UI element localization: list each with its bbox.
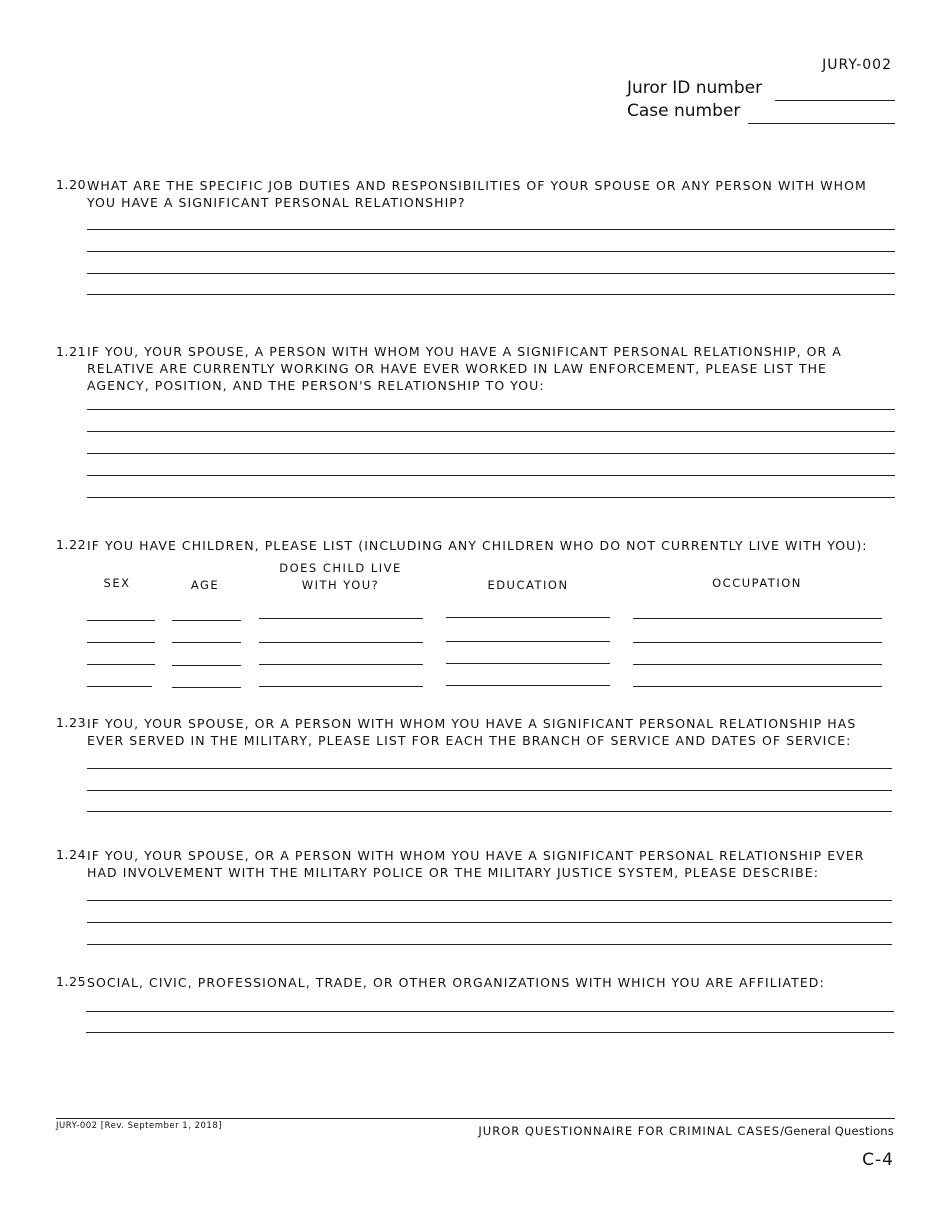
case-number-label: Case number — [627, 101, 741, 121]
child-occupation-field[interactable] — [633, 642, 882, 643]
question-text-1-25: SOCIAL, CIVIC, PROFESSIONAL, TRADE, OR OTHER ORGANIZATIONS WITH WHICH YOU ARE AFFILIATED: — [87, 975, 825, 990]
question-text-1-22: IF YOU HAVE CHILDREN, PLEASE LIST (INCLUDING ANY CHILDREN WHO DO NOT CURRENTLY LIVE WITH YOU): — [87, 538, 868, 553]
child-lives-field[interactable] — [259, 686, 423, 687]
form-id: JURY-002 — [822, 57, 892, 73]
child-lives-field[interactable] — [259, 618, 423, 619]
question-number-1-21: 1.21 — [56, 344, 87, 359]
column-header-age: AGE — [190, 578, 220, 592]
column-header-occupation: OCCUPATION — [712, 576, 802, 590]
answer-line-1-25[interactable] — [86, 1032, 894, 1033]
answer-line-1-25[interactable] — [86, 1011, 894, 1012]
question-text-1-20: WHAT ARE THE SPECIFIC JOB DUTIES AND RESPONSIBILITIES OF YOUR SPOUSE OR ANY PERSON WITH WHOM YOU HAVE A SIGNIFICANT PERSONAL RELATIONSHIP? — [87, 178, 867, 210]
answer-line-1-20[interactable] — [87, 251, 895, 252]
case-number-field[interactable] — [748, 123, 895, 124]
answer-line-1-21[interactable] — [87, 475, 895, 476]
child-education-field[interactable] — [446, 641, 610, 642]
question-text-1-23: IF YOU, YOUR SPOUSE, OR A PERSON WITH WHOM YOU HAVE A SIGNIFICANT PERSONAL RELATIONSHIP HAS EVER SERVED IN THE MILITARY, PLEASE LIST FOR EACH THE BRANCH OF SERVICE AND DATES OF SERVICE: — [87, 716, 857, 748]
child-age-field[interactable] — [172, 687, 241, 688]
child-lives-field[interactable] — [259, 664, 423, 665]
child-age-field[interactable] — [172, 665, 241, 666]
column-header-education: EDUCATION — [487, 578, 569, 592]
juror-id-label: Juror ID number — [627, 78, 763, 98]
answer-line-1-24[interactable] — [87, 900, 892, 901]
child-sex-field[interactable] — [87, 642, 155, 643]
question-text-1-21: IF YOU, YOUR SPOUSE, A PERSON WITH WHOM YOU HAVE A SIGNIFICANT PERSONAL RELATIONSHIP, OR A RELATIVE ARE CURRENTLY WORKING OR HAVE EVER WORKED IN LAW ENFORCEMENT, PLEASE LIST THE AGENCY, POSITION, AND THE PERSON'S RELATIONSHIP TO YOU: — [87, 344, 842, 393]
child-occupation-field[interactable] — [633, 686, 882, 687]
answer-line-1-23[interactable] — [87, 768, 892, 769]
child-education-field[interactable] — [446, 663, 610, 664]
child-sex-field[interactable] — [87, 686, 152, 687]
question-number-1-23: 1.23 — [56, 715, 87, 730]
footer-form-title — [478, 1124, 894, 1138]
footer-form-title-rest: /General Questions — [780, 1124, 894, 1138]
footer-revision: JURY-002 [Rev. September 1, 2018] — [56, 1121, 223, 1131]
question-number-1-25: 1.25 — [56, 974, 87, 989]
child-education-field[interactable] — [446, 617, 610, 618]
answer-line-1-20[interactable] — [87, 229, 895, 230]
question-number-1-22: 1.22 — [56, 537, 87, 552]
answer-line-1-23[interactable] — [87, 790, 892, 791]
answer-line-1-21[interactable] — [87, 453, 895, 454]
page-number: C-4 — [862, 1150, 894, 1170]
child-occupation-field[interactable] — [633, 664, 882, 665]
column-header-lives-line-1: DOES CHILD LIVE — [279, 561, 402, 575]
child-sex-field[interactable] — [87, 620, 155, 621]
answer-line-1-20[interactable] — [87, 294, 895, 295]
child-occupation-field[interactable] — [633, 618, 882, 619]
child-education-field[interactable] — [446, 685, 610, 686]
question-text-1-24: IF YOU, YOUR SPOUSE, OR A PERSON WITH WHOM YOU HAVE A SIGNIFICANT PERSONAL RELATIONSHIP EVER HAD INVOLVEMENT WITH THE MILITARY POLICE OR THE MILITARY JUSTICE SYSTEM, PLEASE DESCRIBE: — [87, 848, 865, 880]
answer-line-1-24[interactable] — [87, 944, 892, 945]
answer-line-1-24[interactable] — [87, 922, 892, 923]
column-header-lives-line-2: WITH YOU? — [301, 578, 380, 592]
juror-id-field[interactable] — [775, 100, 895, 101]
answer-line-1-21[interactable] — [87, 409, 895, 410]
answer-line-1-21[interactable] — [87, 431, 895, 432]
answer-line-1-21[interactable] — [87, 497, 895, 498]
answer-line-1-23[interactable] — [87, 811, 892, 812]
child-lives-field[interactable] — [259, 642, 423, 643]
child-age-field[interactable] — [172, 642, 241, 643]
column-header-sex: SEX — [103, 576, 131, 590]
question-number-1-24: 1.24 — [56, 847, 87, 862]
column-header-lives-with-you — [259, 560, 422, 594]
footer-divider — [56, 1118, 895, 1119]
child-age-field[interactable] — [172, 620, 241, 621]
question-number-1-20: 1.20 — [56, 177, 87, 192]
footer-form-title-caps: JUROR QUESTIONNAIRE FOR CRIMINAL CASES — [478, 1124, 781, 1138]
child-sex-field[interactable] — [87, 664, 155, 665]
answer-line-1-20[interactable] — [87, 273, 895, 274]
